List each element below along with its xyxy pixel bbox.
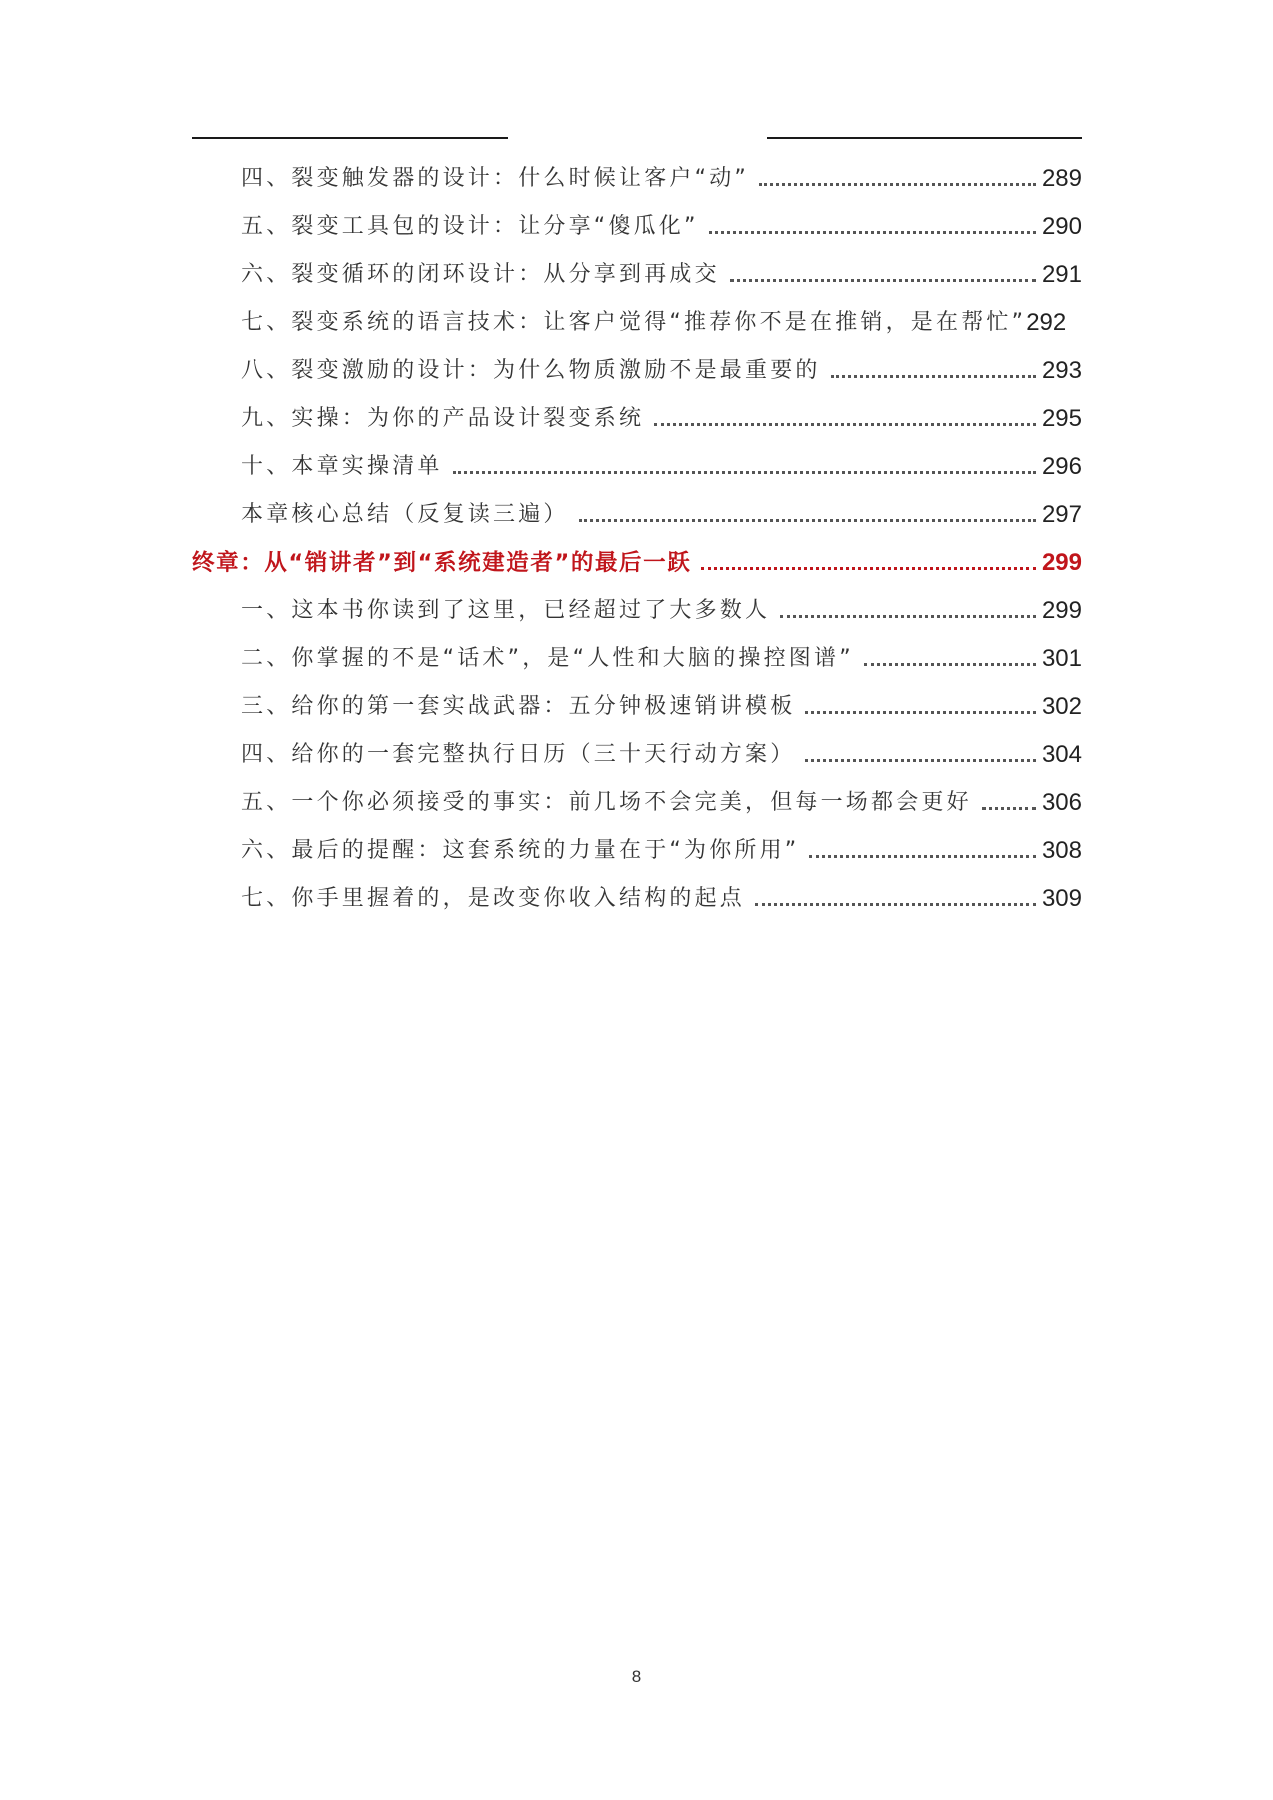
toc-entry-title: 本章核心总结（反复读三遍） [241, 502, 569, 527]
toc-entry[interactable] [241, 246, 1082, 290]
toc-entry-page: 306 [1041, 789, 1082, 816]
toc-dot-leader [453, 471, 1036, 474]
header-rule-right [767, 137, 1082, 139]
toc-dot-leader [831, 375, 1036, 378]
toc-entry-page: 309 [1041, 885, 1082, 912]
toc-entry-title: 七、你手里握着的，是改变你收入结构的起点 [241, 886, 746, 911]
toc-entry[interactable] [241, 342, 1082, 386]
toc-dot-leader [805, 711, 1036, 714]
toc-dot-leader [805, 759, 1036, 762]
toc-dot-leader [759, 183, 1036, 186]
toc-entry-page: 293 [1041, 357, 1082, 384]
toc-entry-title: 五、裂变工具包的设计：让分享“傻瓜化” [241, 214, 699, 239]
toc-entry[interactable] [241, 582, 1082, 626]
toc-entry-title: 六、裂变循环的闭环设计：从分享到再成交 [241, 262, 720, 287]
toc-entry-title: 九、实操：为你的产品设计裂变系统 [241, 406, 645, 431]
toc-entry-title: 四、裂变触发器的设计：什么时候让客户“动” [241, 166, 749, 191]
toc-entry-title: 六、最后的提醒：这套系统的力量在于“为你所用” [241, 838, 800, 863]
toc-entry-title: 七、裂变系统的语言技术：让客户觉得“推荐你不是在推销，是在帮忙” [241, 310, 1027, 335]
toc-entry[interactable] [241, 486, 1082, 530]
toc-entry[interactable] [241, 198, 1082, 242]
toc-chapter-title: 终章：从“销讲者”到“系统建造者”的最后一跃 [192, 550, 692, 576]
toc-dot-leader [780, 615, 1036, 618]
toc-dot-leader [864, 663, 1036, 666]
toc-dot-leader [709, 231, 1036, 234]
toc-dot-leader [701, 567, 1036, 570]
toc-entry[interactable] [241, 390, 1082, 434]
toc-dot-leader [730, 279, 1036, 282]
toc-entry-page: 304 [1041, 741, 1082, 768]
toc-entry-page: 289 [1041, 165, 1082, 192]
toc-entry-page: 308 [1041, 837, 1082, 864]
toc-entry[interactable] [241, 822, 1082, 866]
toc-entry-page: 290 [1041, 213, 1082, 240]
toc-chapter-entry[interactable] [192, 534, 1082, 578]
toc-entry-title: 一、这本书你读到了这里，已经超过了大多数人 [241, 598, 771, 623]
header-rule-left [192, 137, 508, 139]
toc-entry[interactable] [241, 630, 1082, 674]
toc-entry-page: 302 [1041, 693, 1082, 720]
toc-entry-page: 295 [1041, 405, 1082, 432]
toc-entry-title: 四、给你的一套完整执行日历（三十天行动方案） [241, 742, 796, 767]
toc-entry-title: 三、给你的第一套实战武器：五分钟极速销讲模板 [241, 694, 796, 719]
toc-entry[interactable] [241, 294, 1101, 338]
toc-entry[interactable] [241, 774, 1082, 818]
toc-entry-title: 八、裂变激励的设计：为什么物质激励不是最重要的 [241, 358, 821, 383]
toc-dot-leader [755, 903, 1036, 906]
toc-dot-leader [982, 807, 1036, 810]
toc-entry-page: 299 [1041, 597, 1082, 624]
toc-entry[interactable] [241, 870, 1082, 914]
toc-entry[interactable] [241, 678, 1082, 722]
toc-entry-page: 301 [1041, 645, 1082, 672]
toc-entry-title: 五、一个你必须接受的事实：前几场不会完美，但每一场都会更好 [241, 790, 972, 815]
toc-entry-page: 292 [1026, 309, 1067, 336]
toc-entry-title: 十、本章实操清单 [241, 454, 443, 479]
toc-entry-title: 二、你掌握的不是“话术”，是“人性和大脑的操控图谱” [241, 646, 854, 671]
toc-entry[interactable] [241, 438, 1082, 482]
toc-entry[interactable] [241, 150, 1082, 194]
toc-entry-page: 296 [1041, 453, 1082, 480]
page-number: 8 [631, 1667, 642, 1686]
toc-dot-leader [579, 519, 1036, 522]
toc-entry-page: 291 [1041, 261, 1082, 288]
toc-entry[interactable] [241, 726, 1082, 770]
toc-dot-leader [809, 855, 1036, 858]
toc-entry-page: 297 [1041, 501, 1082, 528]
toc-chapter-page: 299 [1041, 549, 1082, 576]
toc-dot-leader [654, 423, 1036, 426]
